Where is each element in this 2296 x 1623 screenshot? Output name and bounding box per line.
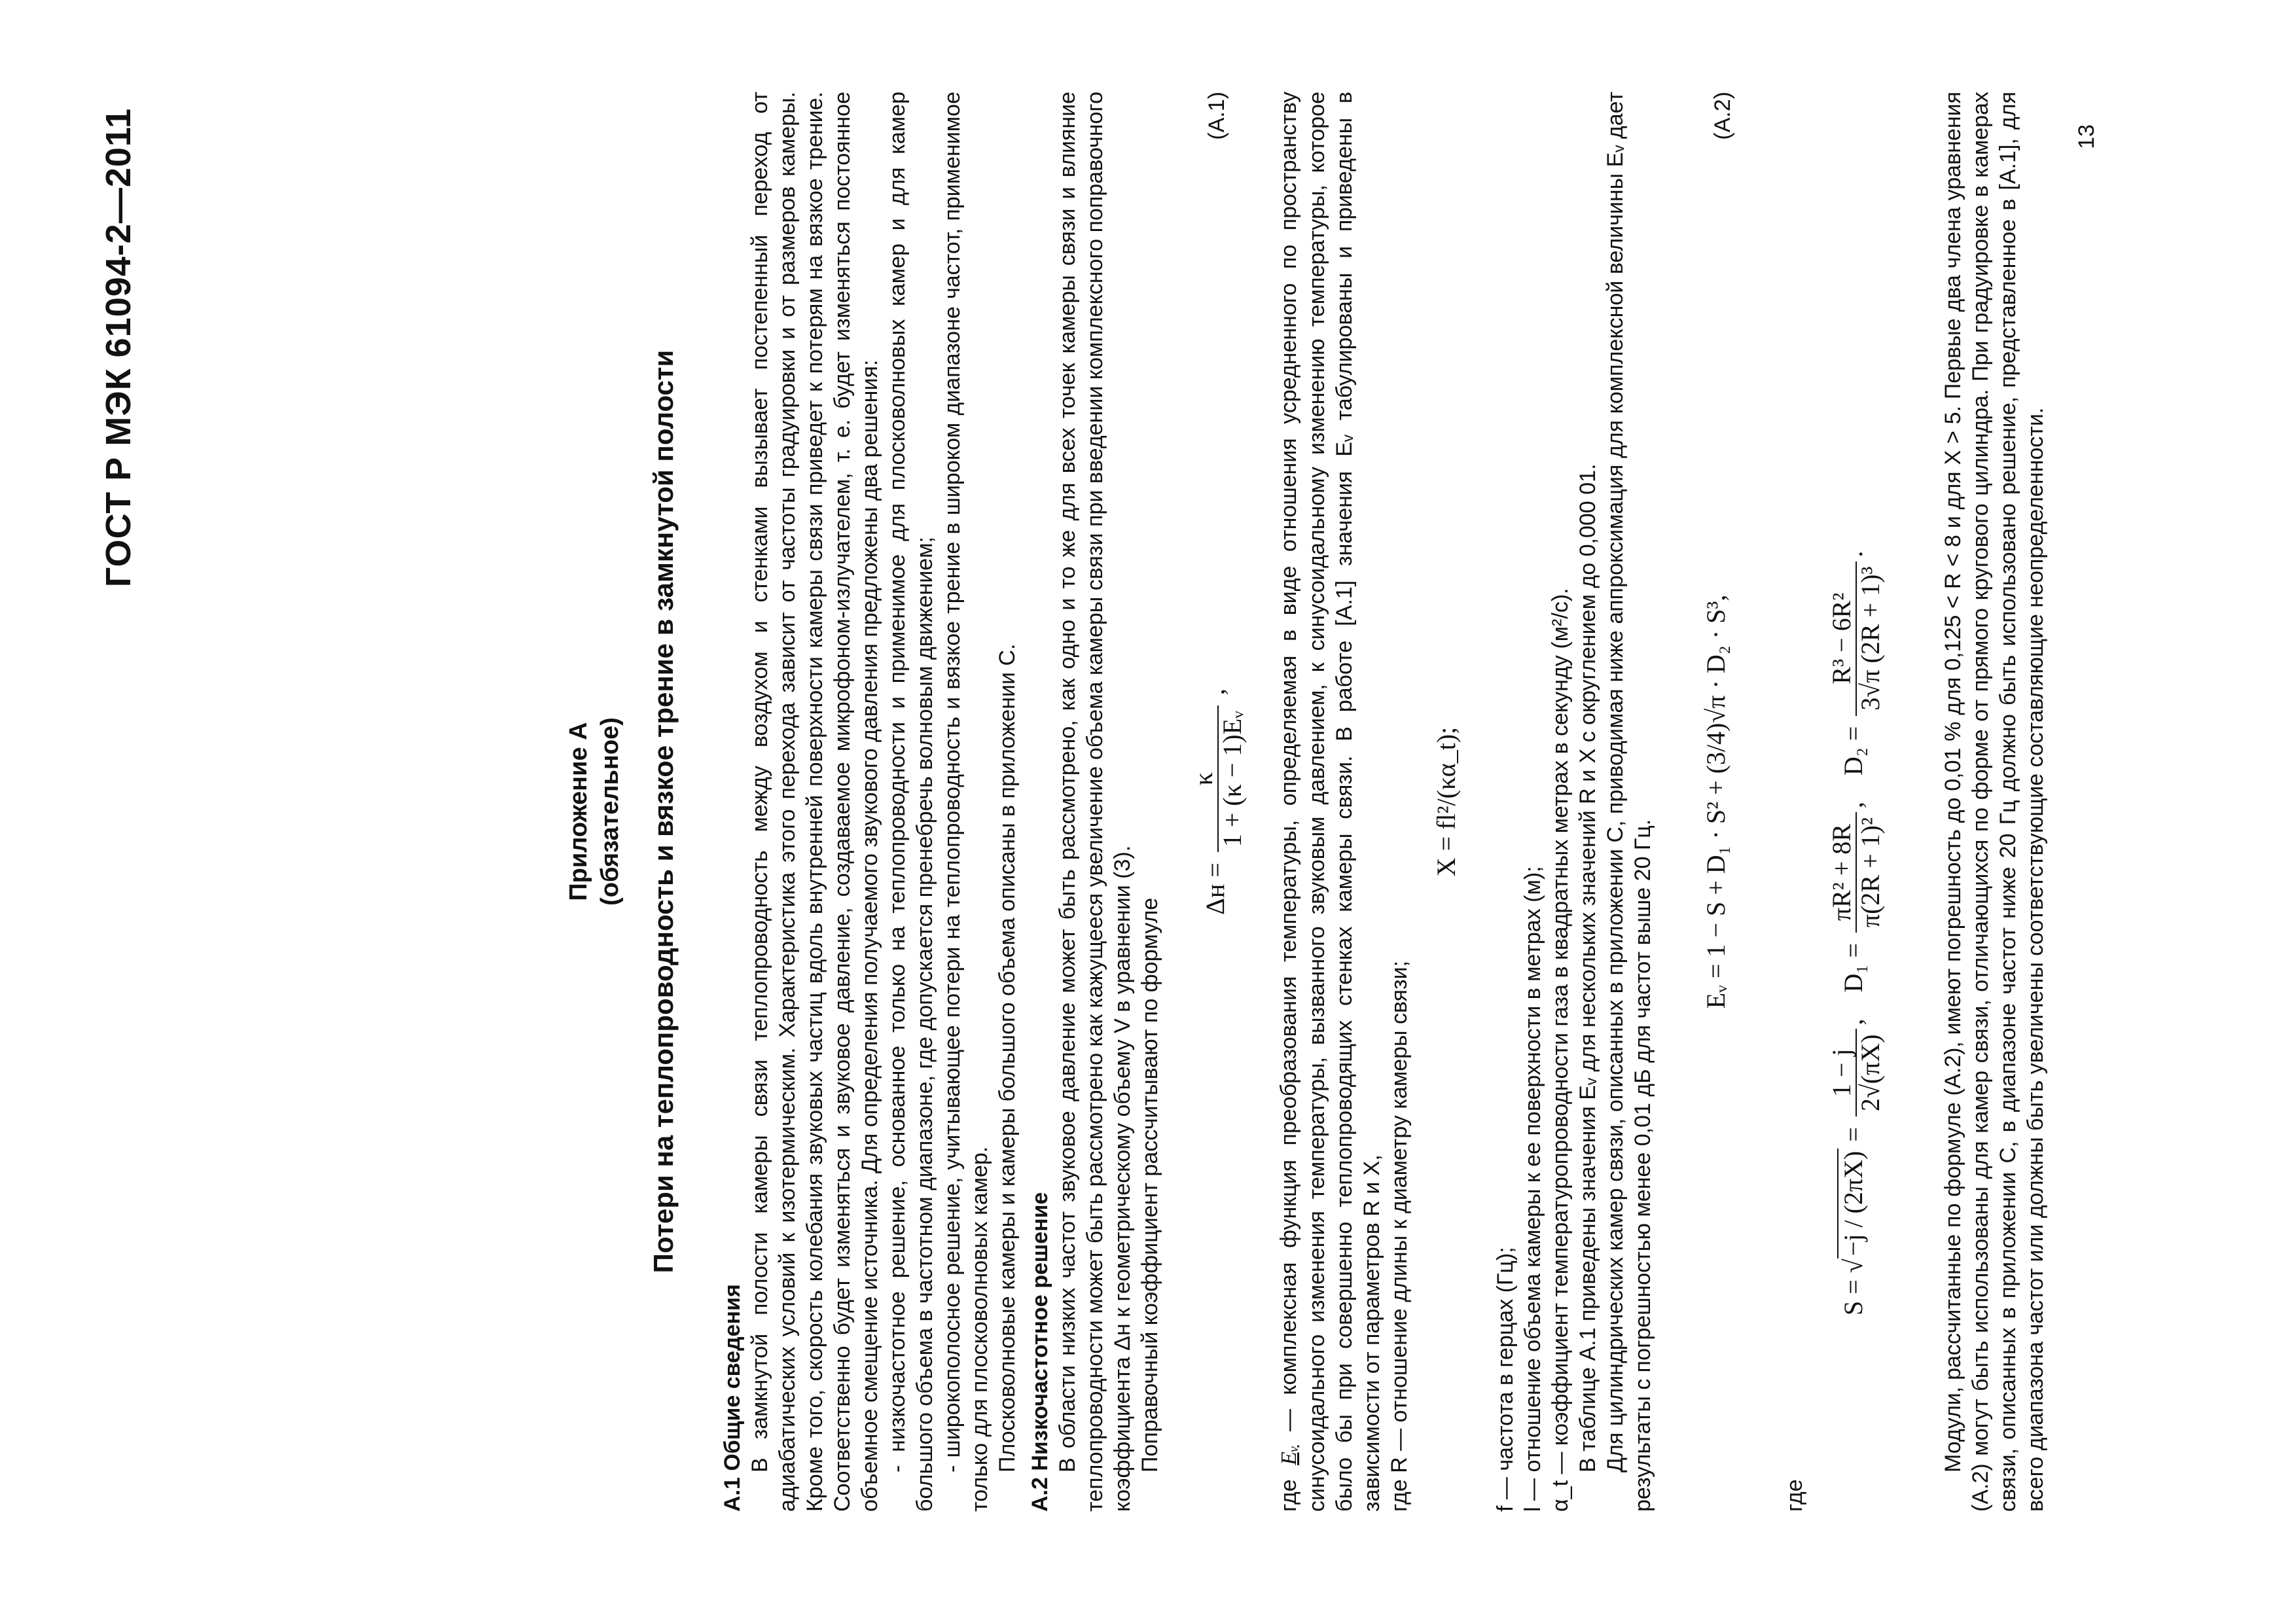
sqrt-sign-icon: √ [1839, 1258, 1869, 1274]
page-number: 13 [2074, 124, 2099, 149]
equation-d2-fraction [1828, 562, 1884, 716]
equation-a1-tail: , [1200, 688, 1230, 696]
equation-s-denominator: 2√(πX) [1856, 1034, 1885, 1112]
document-code: ГОСТ Р МЭК 61094-2—2011 [99, 108, 138, 588]
annex-title: Приложение А [565, 722, 592, 901]
table-reference-paragraph: В таблице А.1 приведены значения Eᵥ для нескольких значений R и X с округлением до 0,000 01. [1575, 463, 1600, 1472]
equation-d2-numerator: R³ − 6R² [1828, 562, 1857, 716]
definition-f: f — частота в герцах (Гц); [1493, 1247, 1518, 1512]
equation-d1-numerator: πR² + 8R [1828, 812, 1857, 933]
equation-s-equals: = [1839, 1127, 1869, 1142]
equation-x [1413, 92, 1492, 1512]
equation-s-lhs: S = [1839, 1279, 1869, 1315]
approximation-paragraph: Для цилиндрических камер связи, описанных в приложении С, приводимая ниже аппроксимация для комплексной величины Eᵥ дает результаты с погрешностью менее 0,01 дБ для частот выше 20 Гц. [1603, 92, 1655, 1512]
equation-d2-lhs: D₂ = [1839, 726, 1869, 776]
definition-ev [1275, 92, 1386, 1512]
annex-heading [563, 0, 626, 1623]
equation-a2-text: Eᵥ = 1 − S + D₁ · S² + (3/4)√π · D₂ · S³, [1701, 594, 1731, 1009]
equation-d1-lhs: D₁ = [1839, 943, 1869, 993]
definition-ev-prefix: где [1276, 1479, 1301, 1512]
definition-ev-text: — комплексная функция преобразования температуры, определяемая в виде отношения усредненного по пространству синусоидального изменения температуры, вызванного звуковым давлением, к синусоидальному изменению температуры, которое было бы при совершенно теплопроводящих стенках камеры связи. В работе [А.1] значения Eᵥ табулированы и приведены в зависимости от параметров R и X, [1276, 91, 1384, 1512]
equation-a1-denominator: 1 + (κ − 1)Eᵥ [1217, 711, 1247, 847]
equation-a2 [1657, 92, 1781, 1512]
equation-s-d: S = √−j / (2πX) = 1 − j 2√(πX) , D₁ = πR² + 8R π(2R + 1)² , D₂ = R³ − 6R² 3√π (2R + 1)³ . [1827, 550, 1885, 1315]
document-body [713, 92, 2049, 1512]
equation-a1 [1164, 92, 1275, 1512]
equation-d1-fraction [1828, 812, 1884, 933]
section-a2-paragraph: В области низких частот звуковое давление может быть рассмотрено, как одно и то же для всех точек камеры связи и влияние теплопроводности может быть рассмотрено как кажущееся увеличение объема камеры связи при введении комплексного поправочного коэффициента Δн к геометрическому объему V в уравнении (3). [1055, 92, 1135, 1512]
equation-a1-lhs: Δн = [1200, 863, 1230, 915]
annex-status: (обязательное) [596, 717, 624, 906]
page-title: Потери на теплопроводность и вязкое трение в замкнутой полости [648, 349, 679, 1274]
section-a1-chambers-note: Плосковолновые камеры и камеры большого объема описаны в приложении С. [995, 643, 1020, 1472]
equation-a2-number: (А.2) [1710, 92, 1735, 140]
equation-d2-denominator: 3√π (2R + 1)³ [1856, 566, 1885, 711]
equation-a1-fraction [1190, 705, 1246, 852]
section-a1-paragraph: В замкнутой полости камеры связи теплопроводность между воздухом и стенками вызывает постепенный переход от адиабатических условий к изотермическим. Характеристика этого перехода зависит от частоты градуировки и от размеров камеры. Кроме того, скорость колебания звуковых частиц вдоль внутренней поверхности камеры связи приведет к потерям на вязкое трение. Соответственно будет изменяться и звуковое давление, создаваемое микрофоном-излучателем, т. е. будет изменяться постоянное объемное смещение источника. Для определения получаемого звукового давления предложены два решения: [747, 92, 882, 1512]
equation-a1-number: (А.1) [1204, 92, 1229, 140]
equation-d1-denominator: π(2R + 1)² [1856, 817, 1885, 928]
equation-s-fraction [1828, 1029, 1884, 1116]
correction-formula-intro: Поправочный коэффициент рассчитывают по формуле [1138, 897, 1162, 1472]
definition-l: l — отношение объема камеры к ее поверхности в метрах (м); [1520, 866, 1545, 1512]
section-a1-heading: А.1 Общие сведения [720, 1284, 745, 1512]
definition-alpha: α_t — коэффициент температуропроводности газа в квадратных метрах в секунду (м²/с). [1548, 588, 1573, 1512]
solution-item-wideband: - широкополосное решение, учитывающее потери на теплопроводность и вязкое трение в широком диапазоне частот, применимое только для плосковолновых камер. [940, 92, 992, 1512]
equation-s-numerator: 1 − j [1828, 1029, 1857, 1116]
definition-ev-symbol: Eᵥ [1277, 1445, 1301, 1465]
where-label: где [1782, 1479, 1807, 1512]
solution-item-low-frequency: - низкочастотное решение, основанное только на теплопроводности и применимое для плосковолновых камер и для камер большого объема в частотном диапазоне, где допускается пренебречь волновым движением; [885, 92, 937, 1512]
section-a2-heading: А.2 Низкочастотное решение [1028, 1192, 1052, 1512]
equation-a1-numerator: κ [1190, 705, 1219, 852]
definition-r: где R — отношение длины к диаметру камеры связи; [1387, 960, 1412, 1512]
equation-x-text: X = fl²/(κα_t); [1431, 726, 1461, 877]
modulus-accuracy-paragraph: Модули, рассчитанные по формуле (А.2), имеют погрешность до 0,01 % для 0,125 < R < 8 и для X > 5. Первые два члена уравнения (А.2) могут быть использованы для камер связи, отличающихся по форме от прямого кругового цилиндра. При градуировке в камерах связи, описанных в приложении С, в диапазоне частот ниже 20 Гц должно быть использовано решение, представленное в [А.1], для всего диапазона частот или должны быть увеличены соответствующие составляющие неопределенности. [1941, 92, 2048, 1512]
equation-s-radicand: −j / (2πX) [1837, 1149, 1868, 1259]
